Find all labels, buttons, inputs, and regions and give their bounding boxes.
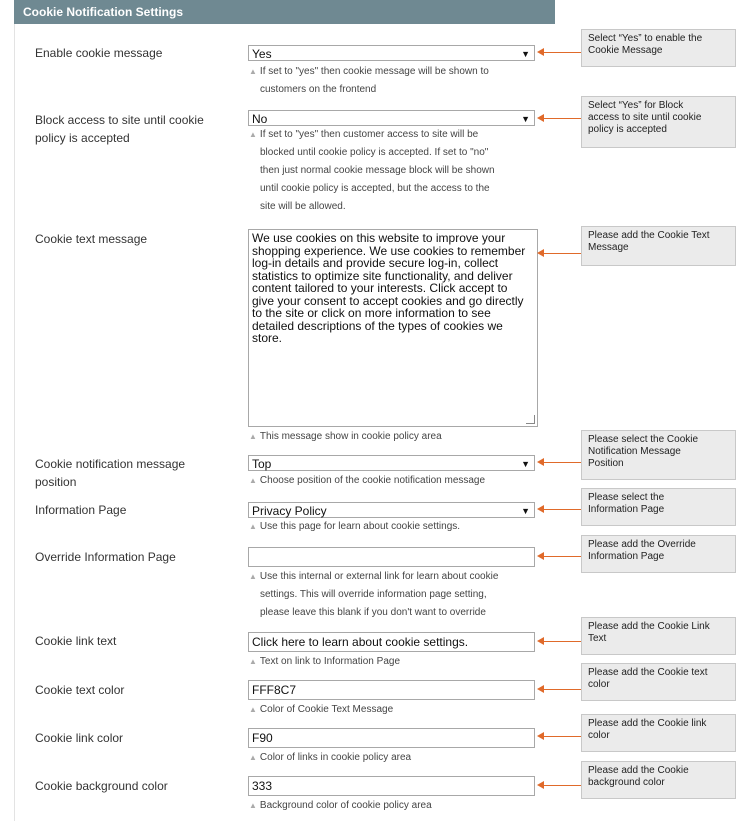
section-title: Cookie Notification Settings bbox=[23, 5, 184, 19]
cookie-text-message-hint: ▲ This message show in cookie policy area bbox=[249, 431, 442, 442]
arrow-link-color bbox=[543, 736, 581, 737]
arrow-left-icon bbox=[537, 552, 544, 560]
block-access-select[interactable] bbox=[248, 110, 535, 126]
callout-link-color: Please add the Cookie link color bbox=[581, 714, 736, 752]
override-page-input[interactable] bbox=[248, 547, 535, 567]
arrow-left-icon bbox=[537, 685, 544, 693]
enable-cookie-value: Yes bbox=[252, 47, 272, 61]
enable-cookie-select[interactable] bbox=[248, 45, 535, 61]
link-color-label: Cookie link color bbox=[35, 731, 124, 745]
callout-link-text: Please add the Cookie Link Text bbox=[581, 617, 736, 655]
hint-triangle-icon: ▲ bbox=[249, 522, 257, 531]
callout-override: Please add the Override Information Page bbox=[581, 535, 736, 573]
link-color-hint: ▲ Color of links in cookie policy area bbox=[249, 752, 412, 763]
arrow-block bbox=[543, 118, 581, 119]
information-page-value: Privacy Policy bbox=[252, 504, 327, 518]
arrow-left-icon bbox=[537, 637, 544, 645]
arrow-override bbox=[543, 556, 581, 557]
arrow-text-color bbox=[543, 689, 581, 690]
callout-block: Select “Yes” for Block access to site until cookie policy is accepted bbox=[581, 96, 736, 148]
arrow-info-page bbox=[543, 509, 581, 510]
hint-triangle-icon: ▲ bbox=[249, 801, 257, 810]
arrow-position bbox=[543, 462, 581, 463]
information-page-select[interactable] bbox=[248, 502, 535, 518]
hint-triangle-icon: ▲ bbox=[249, 432, 257, 441]
arrow-left-icon bbox=[537, 114, 544, 122]
position-label: Cookie notification message position bbox=[35, 457, 186, 489]
arrow-enable bbox=[543, 52, 581, 53]
arrow-link-text bbox=[543, 641, 581, 642]
section-header[interactable] bbox=[14, 0, 555, 24]
callout-text-message: Please add the Cookie Text Message bbox=[581, 226, 736, 266]
position-hint: ▲ Choose position of the cookie notification message bbox=[249, 475, 486, 486]
callout-position: Please select the Cookie Notification Message Position bbox=[581, 430, 736, 480]
bg-color-label: Cookie background color bbox=[35, 779, 168, 793]
text-color-input[interactable]: FFF8C7 bbox=[248, 680, 535, 700]
block-access-label: Block access to site until cookie policy is accepted bbox=[35, 113, 204, 145]
arrow-text-message bbox=[543, 253, 581, 254]
block-access-value: No bbox=[252, 112, 268, 126]
hint-triangle-icon: ▲ bbox=[249, 753, 257, 762]
bg-color-hint: ▲ Background color of cookie policy area bbox=[249, 800, 432, 811]
dropdown-arrow-icon: ▼ bbox=[521, 114, 530, 124]
bg-color-input[interactable]: 333 bbox=[248, 776, 535, 796]
callout-info-page: Please select the Information Page bbox=[581, 488, 736, 526]
link-text-input[interactable]: Click here to learn about cookie settings. bbox=[248, 632, 535, 652]
link-text-label: Cookie link text bbox=[35, 634, 117, 648]
position-select[interactable] bbox=[248, 455, 535, 471]
arrow-left-icon bbox=[537, 505, 544, 513]
arrow-left-icon bbox=[537, 48, 544, 56]
text-color-hint: ▲ Color of Cookie Text Message bbox=[249, 704, 394, 715]
dropdown-arrow-icon: ▼ bbox=[521, 49, 530, 59]
dropdown-arrow-icon: ▼ bbox=[521, 459, 530, 469]
resize-grip-icon[interactable] bbox=[526, 415, 535, 424]
block-access-hint: ▲ If set to "yes" then customer access to site will be blocked until cookie policy is accepted. If set to "no" then just normal cookie message block will be shown until cookie policy is accepted, but the access to the site will be allowed. bbox=[249, 129, 495, 212]
arrow-left-icon bbox=[537, 249, 544, 257]
hint-triangle-icon: ▲ bbox=[249, 705, 257, 714]
information-page-hint: ▲ Use this page for learn about cookie settings. bbox=[249, 521, 461, 532]
hint-triangle-icon: ▲ bbox=[249, 130, 257, 139]
enable-cookie-label: Enable cookie message bbox=[35, 46, 163, 60]
hint-triangle-icon: ▲ bbox=[249, 476, 257, 485]
arrow-left-icon bbox=[537, 781, 544, 789]
callout-enable: Select “Yes” to enable the Cookie Message bbox=[581, 29, 736, 67]
hint-triangle-icon: ▲ bbox=[249, 67, 257, 76]
cookie-text-message-label: Cookie text message bbox=[35, 232, 148, 246]
enable-cookie-hint: ▲ If set to "yes" then cookie message will be shown to customers on the frontend bbox=[249, 66, 489, 95]
text-color-label: Cookie text color bbox=[35, 683, 125, 697]
hint-triangle-icon: ▲ bbox=[249, 657, 257, 666]
callout-bg-color: Please add the Cookie background color bbox=[581, 761, 736, 799]
dropdown-arrow-icon: ▼ bbox=[521, 506, 530, 516]
override-page-hint: ▲ Use this internal or external link for learn about cookie settings. This will override information page setting, please leave this blank if you don't want to override bbox=[249, 571, 499, 618]
hint-triangle-icon: ▲ bbox=[249, 572, 257, 581]
arrow-left-icon bbox=[537, 458, 544, 466]
override-page-label: Override Information Page bbox=[35, 550, 176, 564]
arrow-bg-color bbox=[543, 785, 581, 786]
position-value: Top bbox=[252, 457, 272, 471]
information-page-label: Information Page bbox=[35, 503, 127, 517]
callout-text-color: Please add the Cookie text color bbox=[581, 663, 736, 701]
link-text-hint: ▲ Text on link to Information Page bbox=[249, 656, 400, 667]
link-color-input[interactable]: F90 bbox=[248, 728, 535, 748]
arrow-left-icon bbox=[537, 732, 544, 740]
cookie-text-message-textarea[interactable]: We use cookies on this website to improve your shopping experience. We use cookies to remember log-in details and provide secure log-in, collect statistics to optimize site functionality, and deliver content tailored to your interests. Click accept to give your consent to accept cookies and go directly to the site or click on more information to see detailed descriptions of the types of cookies we store. bbox=[248, 229, 538, 427]
